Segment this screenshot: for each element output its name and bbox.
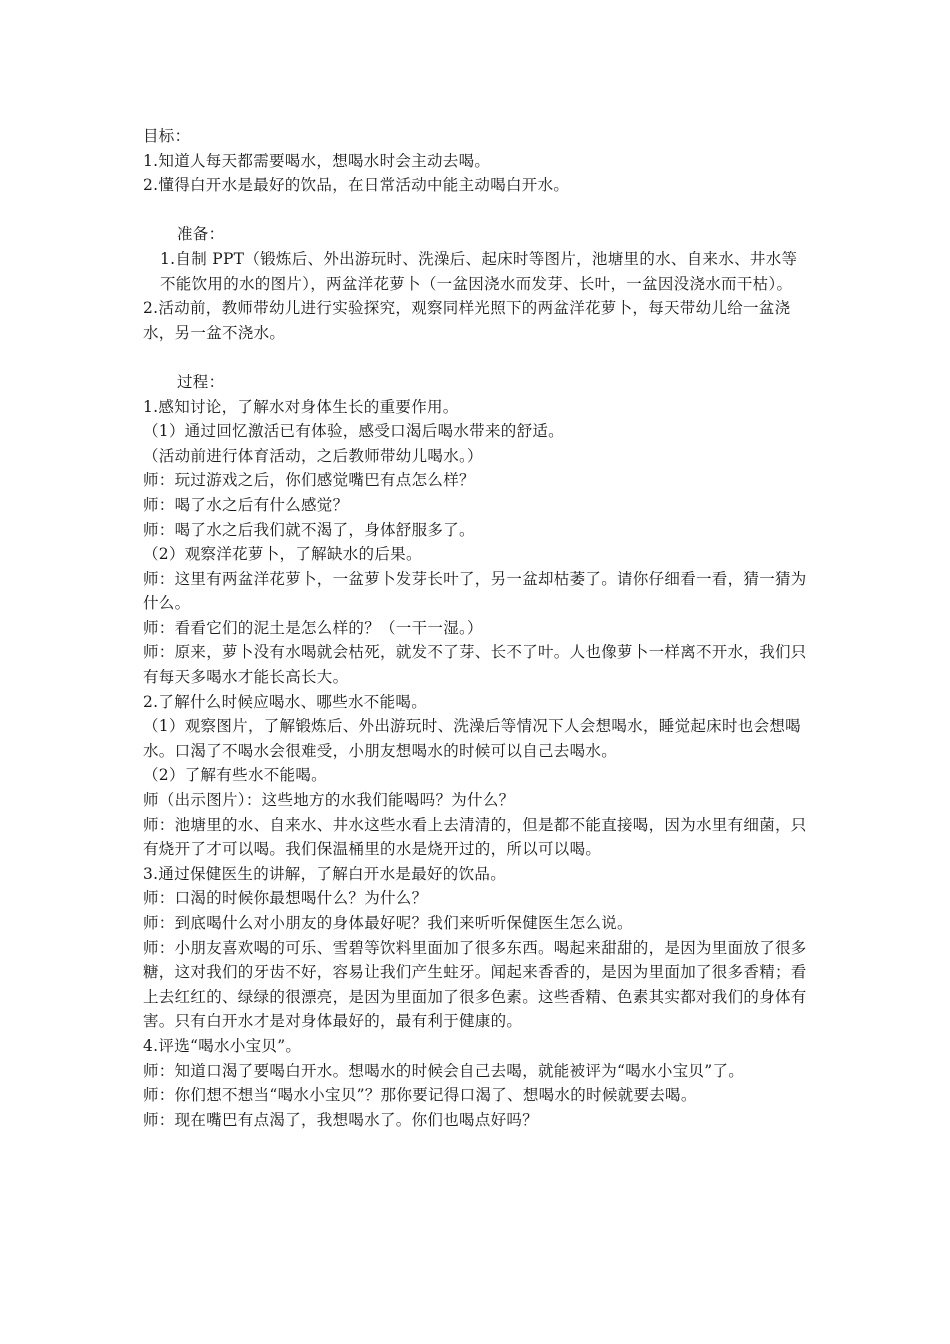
process-line: （2）了解有些水不能喝。 xyxy=(143,766,327,785)
process-line: 3.通过保健医生的讲解，了解白开水是最好的饮品。 xyxy=(143,864,506,883)
goal-item-1: 1.知道人每天都需要喝水，想喝水时会主动去喝。 xyxy=(143,151,491,170)
process-line: 师：到底喝什么对小朋友的身体最好呢？我们来听听保健医生怎么说。 xyxy=(143,914,633,932)
preparation-item-1: 1.自制 PPT（锻炼后、外出游玩时、洗澡后、起床时等图片，池塘里的水、自来水、井水等不能饮用的水的图片），两盆洋花萝卜（一盆因浇水而发芽、长叶，一盆因没浇水而干枯）。 xyxy=(160,249,798,293)
preparation-item-2: 2.活动前，教师带幼儿进行实验探究，观察同样光照下的两盆洋花萝卜，每天带幼儿给一盆浇水，另一盆不浇水。 xyxy=(143,299,791,342)
process-line: 师（出示图片）：这些地方的水我们能喝吗？为什么？ xyxy=(143,791,515,810)
section-gap xyxy=(143,345,813,370)
process-line: 师：看看它们的泥土是怎么样的？（一干一湿。） xyxy=(143,618,483,637)
process-line: 2.了解什么时候应喝水、哪些水不能喝。 xyxy=(143,692,427,711)
process-line: 4.评选“喝水小宝贝”。 xyxy=(143,1036,302,1055)
process-line: 1.感知讨论，了解水对身体生长的重要作用。 xyxy=(143,397,459,416)
goals-heading: 目标： xyxy=(143,127,191,145)
process-line: 师：池塘里的水、自来水、井水这些水看上去清清的，但是都不能直接喝，因为水里有细菌，只有烧开了才可以喝。我们保温桶里的水是烧开过的，所以可以喝。 xyxy=(143,815,807,859)
process-line: 师：这里有两盆洋花萝卜，一盆萝卜发芽长叶了，另一盆却枯萎了。请你仔细看一看，猜一猜为什么。 xyxy=(143,569,807,613)
process-line: （2）观察洋花萝卜，了解缺水的后果。 xyxy=(143,545,422,564)
preparation-heading: 准备： xyxy=(177,225,225,244)
goal-item-2: 2.懂得白开水是最好的饮品，在日常活动中能主动喝白开水。 xyxy=(143,176,570,195)
process-line: 师：知道口渴了要喝白开水。想喝水的时候会自己去喝，就能被评为“喝水小宝贝”了。 xyxy=(143,1061,745,1080)
process-line: 师：口渴的时候你最想喝什么？为什么？ xyxy=(143,889,428,908)
process-line: 师：现在嘴巴有点渴了，我想喝水了。你们也喝点好吗？ xyxy=(143,1110,539,1129)
process-line: （1）观察图片，了解锻炼后、外出游玩时、洗澡后等情况下人会想喝水，睡觉起床时也会想喝水。口渴了不喝水会很难受，小朋友想喝水的时候可以自己去喝水。 xyxy=(143,717,801,760)
process-line: （活动前进行体育活动，之后教师带幼儿喝水。） xyxy=(143,446,483,465)
document-body xyxy=(143,124,813,1132)
process-line: 师：小朋友喜欢喝的可乐、雪碧等饮料里面加了很多东西。喝起来甜甜的，是因为里面放了很多糖，这对我们的牙齿不好，容易让我们产生蛀牙。闻起来香香的，是因为里面加了很多香精；看上去红红的、绿绿的很漂亮，是因为里面加了很多色素。这些香精、色素其实都对我们的身体有害。只有白开水才是对身体最好的，最有利于健康的。 xyxy=(143,938,807,1031)
process-heading: 过程： xyxy=(177,372,225,391)
process-line: 师：玩过游戏之后，你们感觉嘴巴有点怎么样？ xyxy=(143,471,475,490)
process-line: 师：喝了水之后有什么感觉？ xyxy=(143,495,349,514)
process-line: 师：喝了水之后我们就不渴了，身体舒服多了。 xyxy=(143,520,475,539)
process-line: （1）通过回忆激活已有体验，感受口渴后喝水带来的舒适。 xyxy=(143,422,564,441)
process-line: 师：原来，萝卜没有水喝就会枯死，就发不了芽、长不了叶。人也像萝卜一样离不开水，我们只有每天多喝水才能长高长大。 xyxy=(143,643,807,687)
process-line: 师：你们想不想当“喝水小宝贝”？那你要记得口渴了、想喝水的时候就要去喝。 xyxy=(143,1086,697,1105)
section-gap xyxy=(143,198,813,223)
